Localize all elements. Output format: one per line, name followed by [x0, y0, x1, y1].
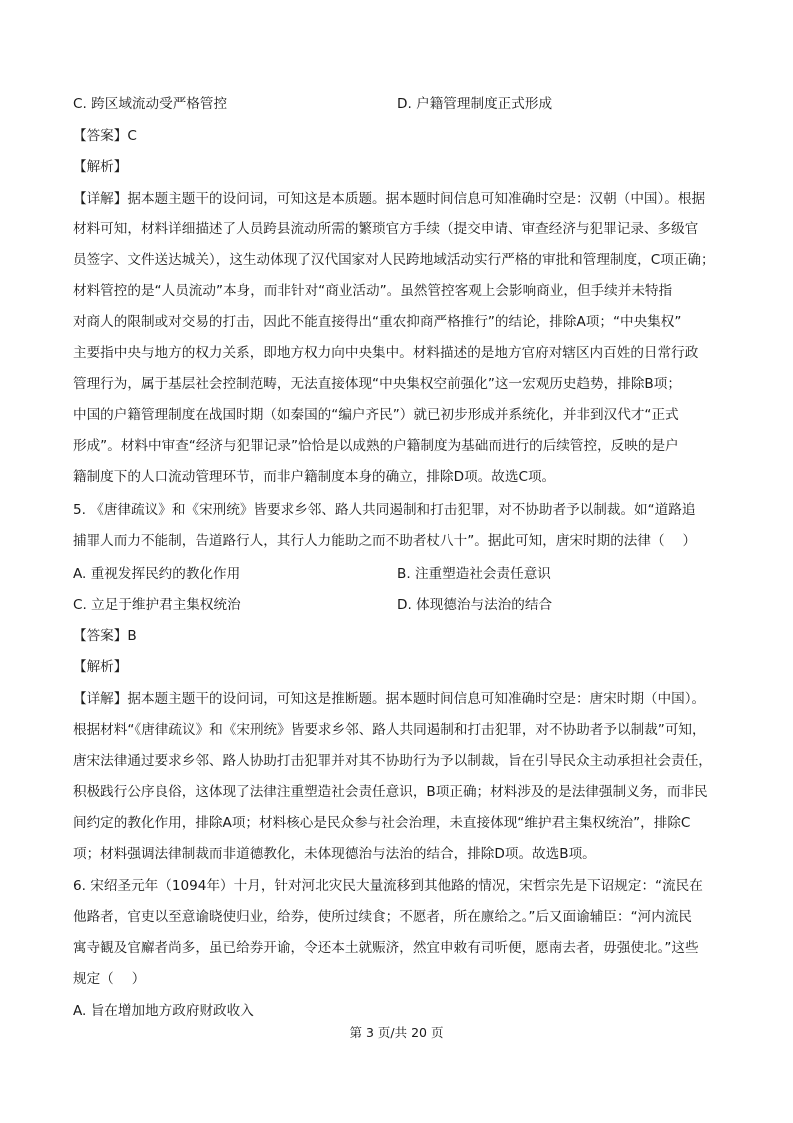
q5-option-b: B. 注重塑造社会责任意识 — [397, 566, 551, 582]
q6-stem-line: 寓寺観及官廨者尚多，虽已给券开谕，令还本土就赈济，然宜申敕有司听便，愿南去者，毋强使北。”这些 — [73, 940, 699, 956]
q4-analysis-label: 【解析】 — [73, 159, 128, 175]
q4-option-c: C. 跨区域流动受严格管控 — [73, 96, 228, 112]
q4-answer: 【答案】C — [73, 128, 137, 144]
q4-explanation-line: 中国的户籍管理制度在战国时期（如秦国的“编户齐民”）就已初步形成并系统化，并非到汉代才“正式 — [73, 407, 679, 423]
q4-option-d: D. 户籍管理制度正式形成 — [397, 96, 553, 112]
q4-explanation-line: 形成”。材料中审查“经济与犯罪记录”恰恰是以成熟的户籍制度为基础而进行的后续管控，反映的是户 — [73, 438, 679, 454]
q5-option-d: D. 体现德治与法治的结合 — [397, 597, 553, 613]
q5-answer: 【答案】B — [73, 628, 137, 644]
q4-explanation-line: 对商人的限制或对交易的打击，因此不能直接得出“重农抑商严格推行”的结论，排除A项；“中央集权” — [73, 314, 682, 330]
q5-option-a: A. 重视发挥民约的教化作用 — [73, 566, 241, 582]
q5-stem-line: 5. 《唐律疏议》和《宋刑统》皆要求乡邻、路人共同遏制和打击犯罪，对不协助者予以制裁。如“道路追 — [73, 502, 696, 518]
q5-stem-line: 捕罪人而力不能制，告道路行人，其行人力能助之而不助者杖八十”。据此可知，唐宋时期的法律（ ） — [73, 533, 697, 549]
q4-explanation-line: 籍制度下的人口流动管理环节，而非户籍制度本身的确立，排除D项。故选C项。 — [73, 469, 556, 485]
q4-explanation-line: 材料可知，材料详细描述了人员跨县流动所需的繁琐官方手续（提交申请、审查经济与犯罪记录、多级官 — [73, 221, 699, 237]
q5-option-c: C. 立足于维护君主集权统治 — [73, 597, 241, 613]
q4-explanation-line: 材料管控的是“人员流动”本身，而非针对“商业活动”。虽然管控客观上会影响商业，但手续并未特指 — [73, 283, 673, 299]
q6-stem-line: 6. 宋绍圣元年（1094年）十月，针对河北灾民大量流移到其他路的情况，宋哲宗先是下诏规定：“流民在 — [73, 878, 703, 894]
q5-explanation-line: 积极践行公序良俗，这体现了法律注重塑造社会责任意识，B项正确；材料涉及的是法律强制义务，而非民 — [73, 784, 708, 800]
q5-explanation-line: 间约定的教化作用，排除A项；材料核心是民众参与社会治理，未直接体现“维护君主集权统治”，排除C — [73, 815, 691, 831]
q4-explanation-line: 主要指中央与地方的权力关系，即地方权力向中央集中。材料描述的是地方官府对辖区内百姓的日常行政 — [73, 345, 699, 361]
q6-option-a: A. 旨在增加地方政府财政收入 — [73, 1003, 254, 1019]
q5-analysis-label: 【解析】 — [73, 659, 128, 675]
page-number: 第 3 页/共 20 页 — [349, 1025, 444, 1040]
q4-explanation-line: 【详解】据本题主题干的设问词，可知这是本质题。据本题时间信息可知准确时空是：汉朝（中国）。根据 — [73, 191, 706, 207]
q5-explanation-line: 唐宋法律通过要求乡邻、路人协助打击犯罪并对其不协助行为予以制裁，旨在引导民众主动承担社会责任， — [73, 753, 712, 769]
q4-explanation-line: 管理行为，属于基层社会控制范畴，无法直接体现“中央集权空前强化”这一宏观历史趋势，排除B项； — [73, 376, 681, 392]
q5-explanation-line: 根据材料“《唐律疏议》和《宋刑统》皆要求乡邻、路人共同遏制和打击犯罪，对不协助者予以制裁”可知， — [73, 722, 706, 738]
q4-explanation-line: 员签字、文件送达城关），这生动体现了汉代国家对人民跨地域活动实行严格的审批和管理制度，C项正确； — [73, 252, 715, 268]
q5-explanation-line: 【详解】据本题主题干的设问词，可知这是推断题。据本题时间信息可知准确时空是：唐宋时期（中国）。 — [73, 691, 706, 707]
q6-stem-line: 规定（ ） — [73, 971, 146, 987]
q6-stem-line: 他路者，官吏以至意谕晓使归业，给券，使所过续食；不愿者，所在廪给之。”后又面谕辅臣：“河内流民 — [73, 909, 693, 925]
q5-explanation-line: 项；材料强调法律制裁而非道德教化，未体现德治与法治的结合，排除D项。故选B项。 — [73, 846, 596, 862]
